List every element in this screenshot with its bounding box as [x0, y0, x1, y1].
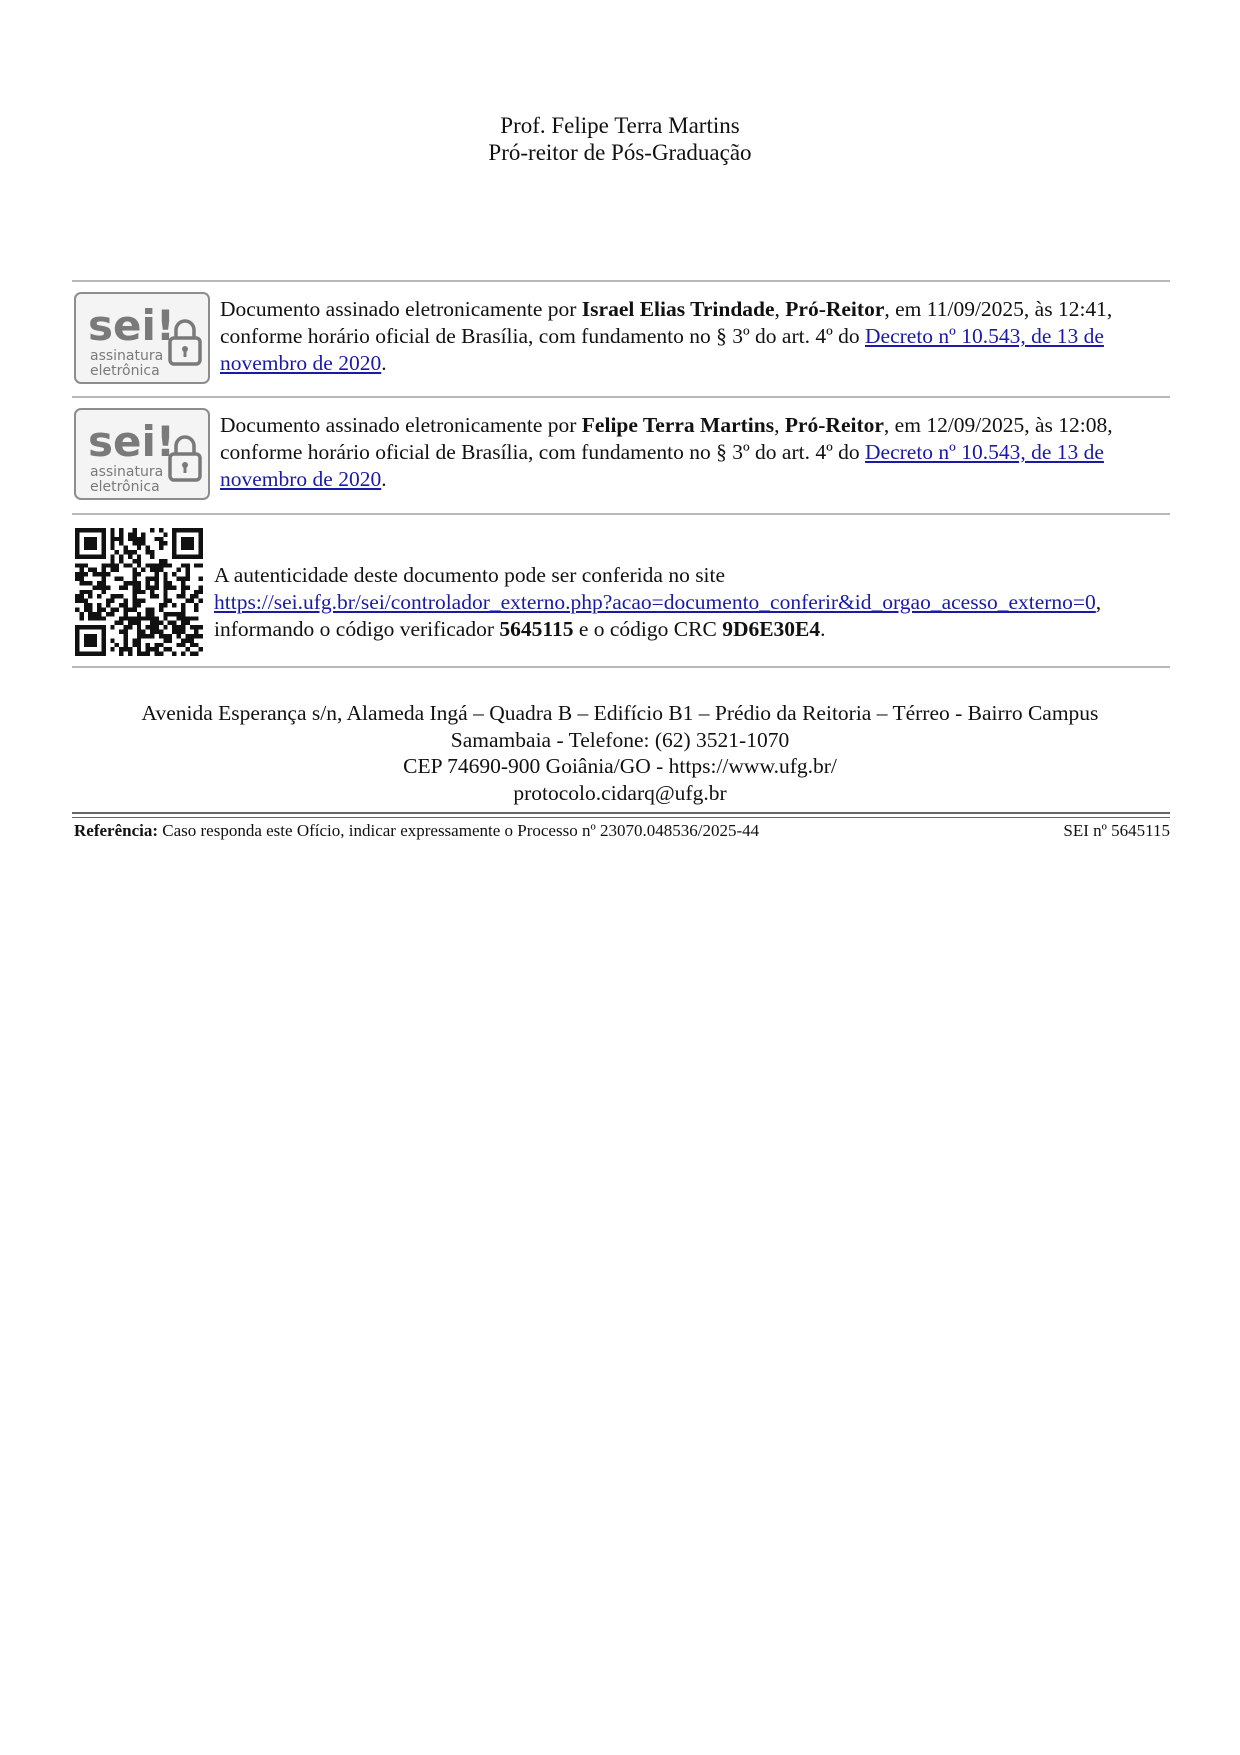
divider: [72, 396, 1170, 398]
sig-datetime: , em 11/09/2025, às 12:41, conforme horário oficial de Brasília, com fundamento no § 3º do art. 4º do: [220, 297, 1113, 348]
crc-label: e o código CRC: [573, 617, 723, 641]
seal-caption-1: assinatura: [90, 464, 164, 480]
crc-code: 9D6E30E4: [722, 617, 821, 641]
sei-seal-icon: [76, 294, 208, 382]
sig-intro: Documento assinado eletronicamente por: [220, 297, 582, 321]
footer-rule: [72, 812, 1170, 814]
authenticity-end: .: [820, 617, 826, 641]
signature-text: [220, 296, 1180, 377]
signatory-block: [0, 112, 1240, 166]
verifier-label: informando o código verificador: [214, 617, 500, 641]
sei-logo-word: sei!: [88, 301, 176, 350]
sig-datetime: , em 12/09/2025, às 12:08, conforme horário oficial de Brasília, com fundamento no § 3º do art. 4º do: [220, 413, 1113, 464]
reference-text: Caso responda este Ofício, indicar expressamente o Processo nº 23070.048536/2025-44: [158, 821, 760, 840]
address-line: Avenida Esperança s/n, Alameda Ingá – Quadra B – Edifício B1 – Prédio da Reitoria – Térreo - Bairro Campus: [141, 701, 1099, 725]
sig-sep: ,: [774, 413, 785, 437]
signer-role: Pró-Reitor: [785, 297, 885, 321]
sig-intro: Documento assinado eletronicamente por: [220, 413, 582, 437]
reference-label: Referência:: [74, 821, 159, 840]
address-email: protocolo.cidarq@ufg.br: [513, 780, 727, 805]
sei-document-number: SEI nº 5645115: [1063, 821, 1170, 840]
divider: [72, 666, 1170, 668]
divider: [72, 513, 1170, 515]
verification-link[interactable]: https://sei.ufg.br/sei/controlador_externo.php?acao=documento_conferir&id_orgao_acesso_externo=0: [214, 590, 1096, 614]
authenticity-text: [214, 562, 1174, 643]
footer-rule: [72, 817, 1170, 818]
seal-caption-1: assinatura: [90, 348, 164, 364]
verifier-code: 5645115: [499, 617, 574, 641]
signer-name: Felipe Terra Martins: [581, 413, 775, 437]
signer-role: Pró-Reitor: [784, 413, 884, 437]
sig-end: .: [381, 351, 387, 375]
divider: [72, 280, 1170, 282]
institution-address: [0, 700, 1240, 806]
sei-signature-seal: [74, 408, 210, 500]
sei-signature-seal: [74, 292, 210, 384]
sei-seal-icon: [76, 410, 208, 498]
decree-link[interactable]: Decreto nº 10.543, de 13 de novembro de 2020: [220, 440, 1104, 491]
seal-caption-2: eletrônica: [90, 363, 160, 379]
decree-link[interactable]: Decreto nº 10.543, de 13 de novembro de 2020: [220, 324, 1104, 375]
footer-reference: [74, 820, 759, 842]
signatory-role: Pró-reitor de Pós-Graduação: [488, 140, 752, 165]
address-line: Samambaia - Telefone: (62) 3521-1070: [450, 727, 790, 752]
qr-code-icon: [75, 528, 203, 656]
signer-name: Israel Elias Trindade: [581, 297, 775, 321]
sig-sep: ,: [774, 297, 786, 321]
sei-logo-word: sei!: [88, 417, 176, 466]
authenticity-intro: A autenticidade deste documento pode ser conferida no site: [214, 563, 726, 587]
authenticity-comma: ,: [1095, 590, 1102, 614]
signature-text: [220, 412, 1180, 493]
sig-end: .: [381, 467, 387, 491]
signatory-name: Prof. Felipe Terra Martins: [500, 113, 740, 138]
seal-caption-2: eletrônica: [90, 479, 160, 495]
address-line: CEP 74690-900 Goiânia/GO - https://www.ufg.br/: [403, 754, 837, 778]
